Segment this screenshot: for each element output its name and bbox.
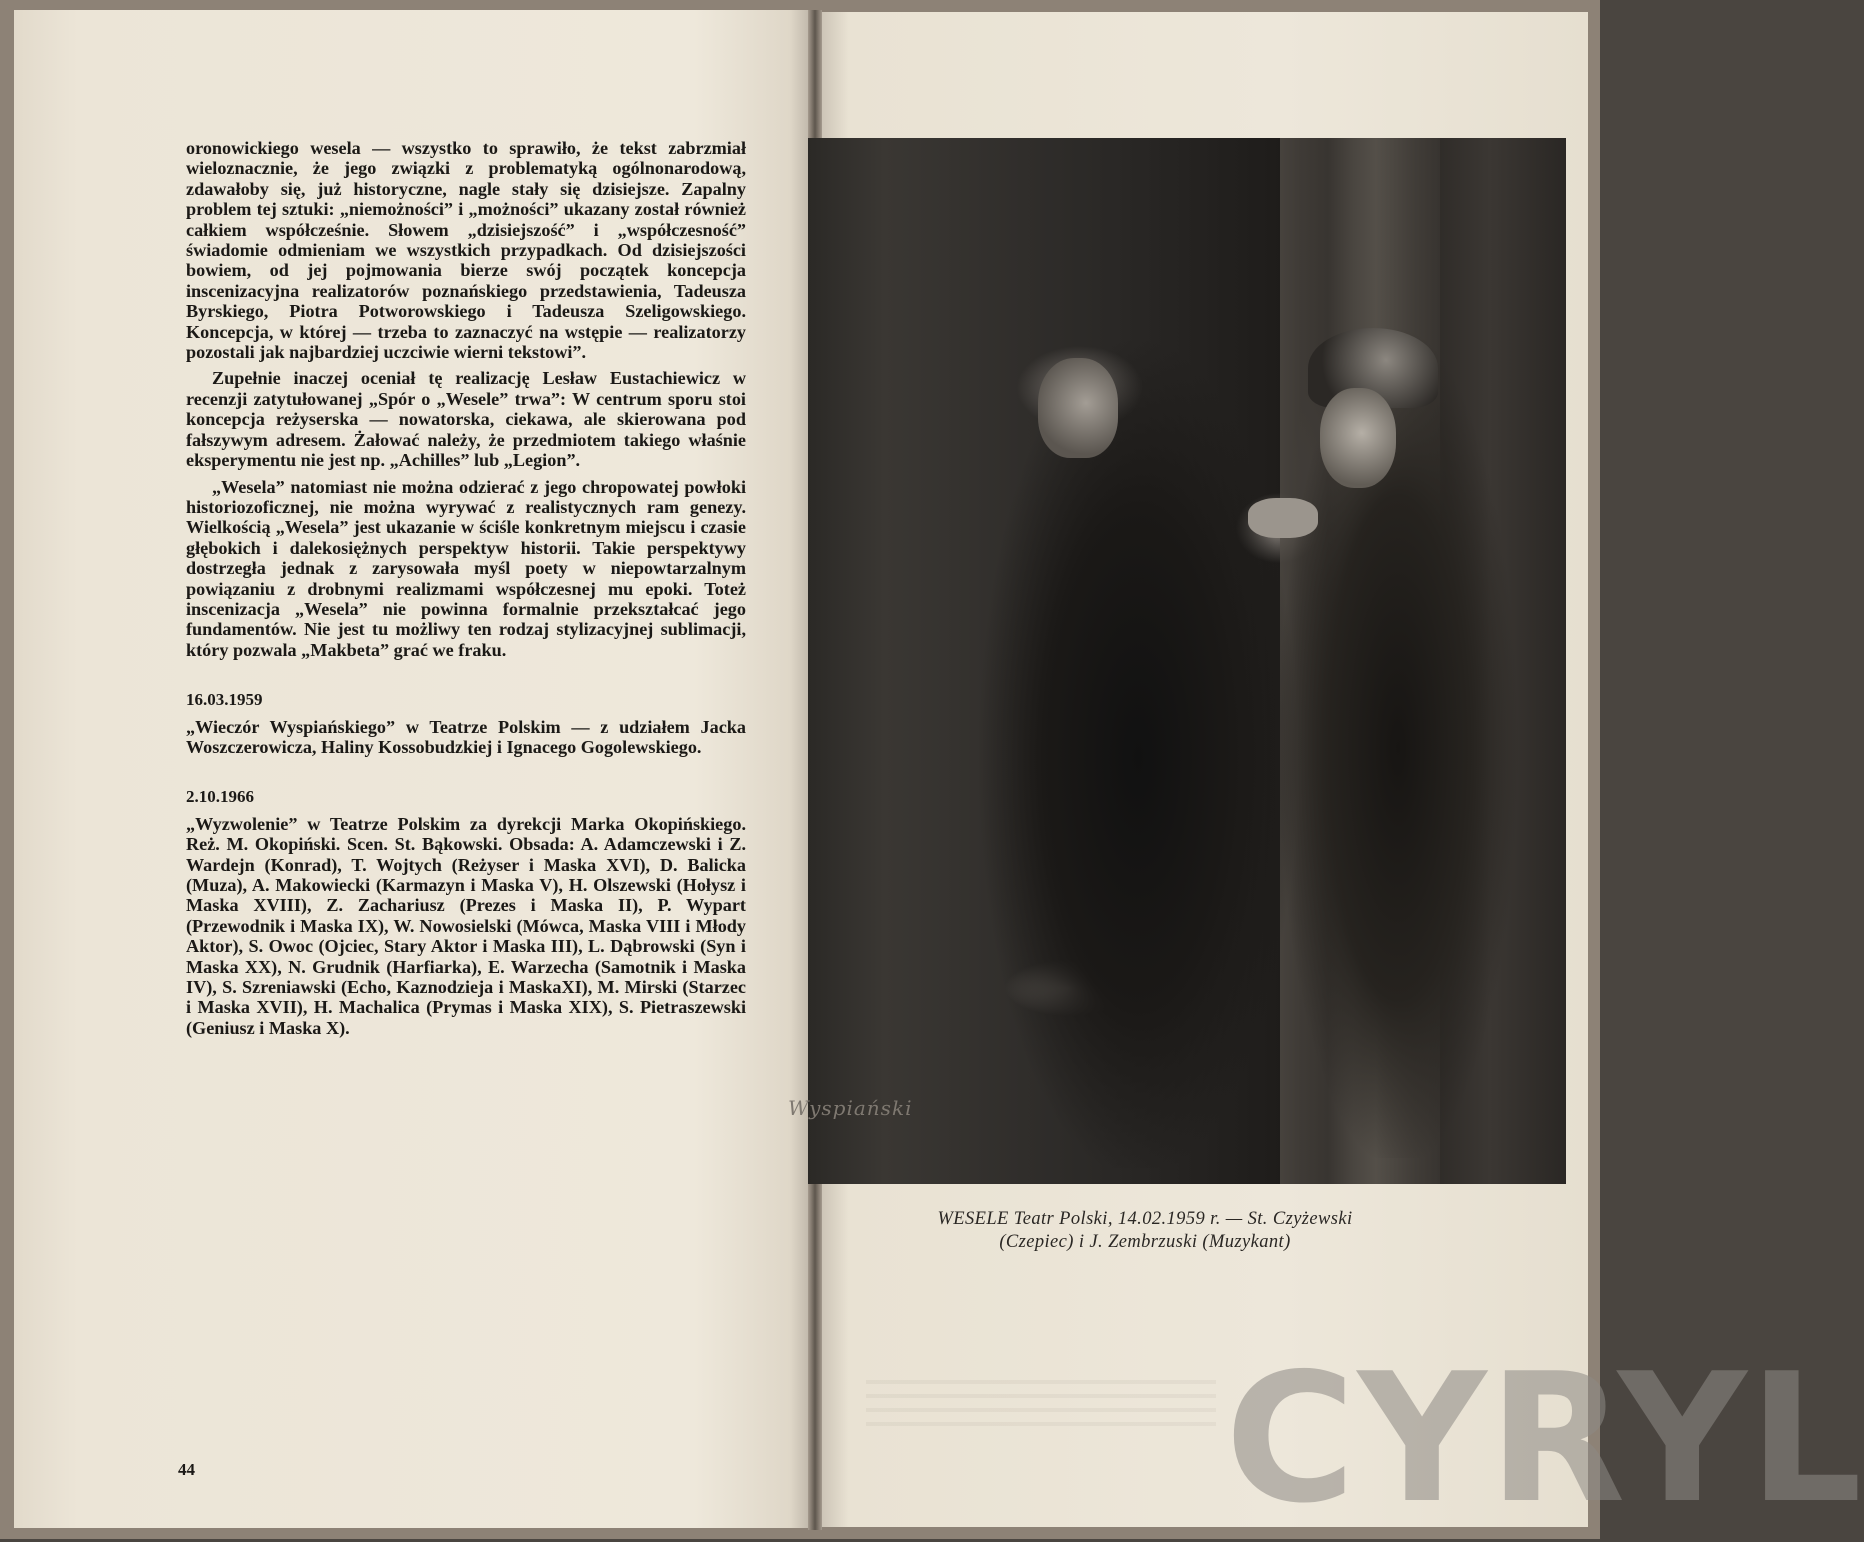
photo-figure-czepiec	[978, 338, 1298, 1168]
paragraph: Zupełnie inaczej oceniał tę realizację Lesław Eustachiewicz w recenzji zatytułowanej „Spór o „Wesele” trwa”: W centrum sporu stoi koncepcja reżyserska — nowatorska, ciekawa, ale skierowana pod fałszywym adresem. Żałować należy, że przedmiotem takiego właśnie eksperymentu nie jest np. „Achilles” lub „Legion”.	[186, 368, 746, 471]
theatre-photo	[788, 138, 1566, 1184]
caption-line: (Czepiec) i J. Zembrzuski (Muzykant)	[999, 1232, 1291, 1252]
paragraph: oronowickiego wesela — wszystko to sprawiło, że tekst zabrzmiał wieloznacznie, że jego związki z problematyką ogólnonarodową, zdawałoby się, już historyczne, nagle stały się dzisiejsze. Zapalny problem tej sztuki: „niemożności” i „możności” ukazany został również całkiem współcześnie. Słowem „dzisiejszość” i „współczesność” świadomie odmieniam we wszystkich przypadkach. Od dzisiejszości bowiem, od jej pojmowania bierze swój początek koncepcja inscenizacyjna realizatorów poznańskiego przedstawienia, Tadeusza Byrskiego, Piotra Potworowskiego i Tadeusza Szeligowskiego. Koncepcja, w której — trzeba to zaznaczyć na wstępie — realizatorzy pozostali jak najbardziej uczciwie wierni tekstowi”.	[186, 138, 746, 363]
photo-caption	[855, 1208, 1435, 1254]
left-page-text	[186, 138, 746, 1038]
entry-date: 16.03.1959	[186, 690, 263, 710]
photo-signature: Wyspiański	[788, 1096, 913, 1120]
entry-text: „Wyzwolenie” w Teatrze Polskim za dyrekcji Marka Okopińskiego. Reż. M. Okopiński. Scen. St. Bąkowski. Obsada: A. Adamczewski i Z. Wardejn (Konrad), T. Wojtych (Reżyser i Maska XVI), D. Balicka (Muza), A. Makowiecki (Karmazyn i Maska V), H. Olszewski (Hołysz i Maska XVIII), Z. Zachariusz (Prezes i Maska II), P. Wypart (Przewodnik i Maska IX), W. Nowosielski (Mówca, Maska VIII i Młody Aktor), S. Owoc (Ojciec, Stary Aktor i Maska III), L. Dąbrowski (Syn i Maska XX), N. Grudnik (Harfiarka), E. Warzecha (Samotnik i Maska IV), S. Szreniawski (Echo, Kaznodzieja i MaskaXI), M. Mirski (Starzec i Maska XVII), H. Machalica (Prymas i Maska XIX), S. Pietraszewski (Geniusz i Maska X).	[186, 813, 746, 1038]
photo-hand	[1248, 498, 1318, 538]
entry-text: „Wieczór Wyspiańskiego” w Teatrze Polskim — z udziałem Jacka Woszczerowicza, Haliny Kossobudzkiej i Ignacego Gogolewskiego.	[186, 716, 746, 757]
photo-face	[1320, 388, 1396, 488]
bleed-through-text	[866, 1370, 1216, 1430]
caption-line: WESELE Teatr Polski, 14.02.1959 r. — St. Czyżewski	[937, 1209, 1353, 1229]
entry-date: 2.10.1966	[186, 787, 254, 807]
page-number: 44	[178, 1460, 195, 1479]
paragraph: „Wesela” natomiast nie można odzierać z jego chropowatej powłoki historiozoficznej, nie można wyrywać z realistycznych ram genezy. Wielkością „Wesela” jest ukazanie w ściśle konkretnym miejscu i czasie głębokich i dalekosiężnych perspektyw historii. Takie perspektywy dostrzegła jednak z zarysowała myśl poety w niepowtarzalnym powiązaniu z drobnymi realizmami współczesnej mu epoki. Toteż inscenizacja „Wesela” nie powinna formalnie przekształcać jego fundamentów. Nie jest tu możliwy ten rodzaj stylizacyjnej sublimacji, który pozwala „Makbeta” grać we fraku.	[186, 476, 746, 660]
photo-face	[1038, 358, 1118, 458]
watermark-logo: CYRYL	[1225, 1335, 1864, 1542]
photo-figure-muzykant	[1278, 328, 1518, 1158]
